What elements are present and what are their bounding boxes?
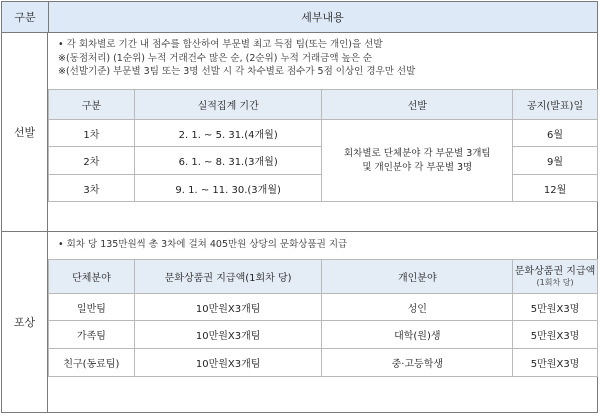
selection-criteria-line: 회차별로 단체분야 각 부문별 3개팀 — [343, 147, 491, 159]
table-row — [49, 120, 598, 147]
group-amount-cell: 10만원X3개팀 — [134, 294, 322, 321]
period-cell: 6. 1. ~ 8. 31.(3개월) — [134, 147, 322, 175]
group-amount-cell: 10만원X3개팀 — [134, 321, 322, 349]
individual-cell: 중·고등학생 — [322, 349, 513, 377]
table-row — [49, 349, 598, 377]
period-cell: 2. 1. ~ 5. 31.(4개월) — [134, 120, 322, 147]
round-cell: 2차 — [49, 147, 135, 175]
selection-criteria-line: 및 개인분야 각 부문별 3명 — [362, 161, 473, 173]
section-divider — [2, 231, 597, 232]
col-header-period: 실적집계 기간 — [134, 90, 322, 120]
col-header-group: 단체분야 — [49, 260, 135, 294]
individual-cell: 성인 — [322, 294, 513, 321]
empty-row — [49, 202, 598, 232]
individual-cell: 대학(원)생 — [322, 321, 513, 349]
selection-criteria-cell — [322, 120, 513, 202]
round-cell: 3차 — [49, 175, 135, 202]
info-table — [1, 1, 598, 413]
col-header-notice: 공지(발표)일 — [513, 90, 598, 120]
selection-notes — [58, 38, 415, 79]
notice-cell: 6월 — [513, 120, 598, 147]
selection-note: ※(동점처리) (1순위) 누적 거래건수 많은 순, (2순위) 누적 거래금액 높은 순 — [58, 52, 373, 64]
group-cell: 가족팀 — [49, 321, 135, 349]
table-header — [2, 2, 597, 33]
table-row — [49, 321, 598, 349]
col-header-individual: 개인분야 — [322, 260, 513, 294]
notice-cell: 9월 — [513, 147, 598, 175]
individual-amount-cell: 5만원X3명 — [513, 294, 598, 321]
award-table — [48, 259, 598, 377]
selection-note: ※(선발기준) 부문별 3팀 또는 3명 선발 시 각 차수별로 점수가 5점 이상인 경우만 선발 — [58, 66, 416, 77]
col-header-individual-amount — [513, 260, 598, 294]
round-cell: 1차 — [49, 120, 135, 147]
award-note: • 회차 당 135만원씩 총 3차에 걸쳐 405만원 상당의 문화상품권 지급 — [58, 239, 348, 250]
col-header-selection: 선발 — [322, 90, 513, 120]
header-category: 구분 — [2, 2, 49, 32]
selection-note: • 각 회차별로 기간 내 점수를 합산하여 부문별 최고 득점 팀(또는 개인)을 선발 — [58, 39, 383, 50]
individual-amount-cell: 5만원X3명 — [513, 321, 598, 349]
group-amount-cell: 10만원X3개팀 — [134, 349, 322, 377]
col-header-round: 구분 — [49, 90, 135, 120]
group-cell: 친구(동료팀) — [49, 349, 135, 377]
col-header-group-amount: 문화상품권 지급액(1회차 당) — [134, 260, 322, 294]
notice-cell: 12월 — [513, 175, 598, 202]
table-row — [49, 294, 598, 321]
group-cell: 일반팀 — [49, 294, 135, 321]
header-details: 세부내용 — [301, 11, 344, 24]
selection-table — [48, 89, 598, 232]
individual-amount-sublabel: (1회차 당) — [536, 277, 574, 287]
award-notes — [58, 238, 347, 252]
section-label-selection: 선발 — [2, 32, 48, 232]
individual-amount-cell: 5만원X3명 — [513, 349, 598, 377]
individual-amount-label: 문화상품권 지급액 — [514, 265, 596, 277]
period-cell: 9. 1. ~ 11. 30.(3개월) — [134, 175, 322, 202]
section-label-award: 포상 — [2, 232, 48, 412]
